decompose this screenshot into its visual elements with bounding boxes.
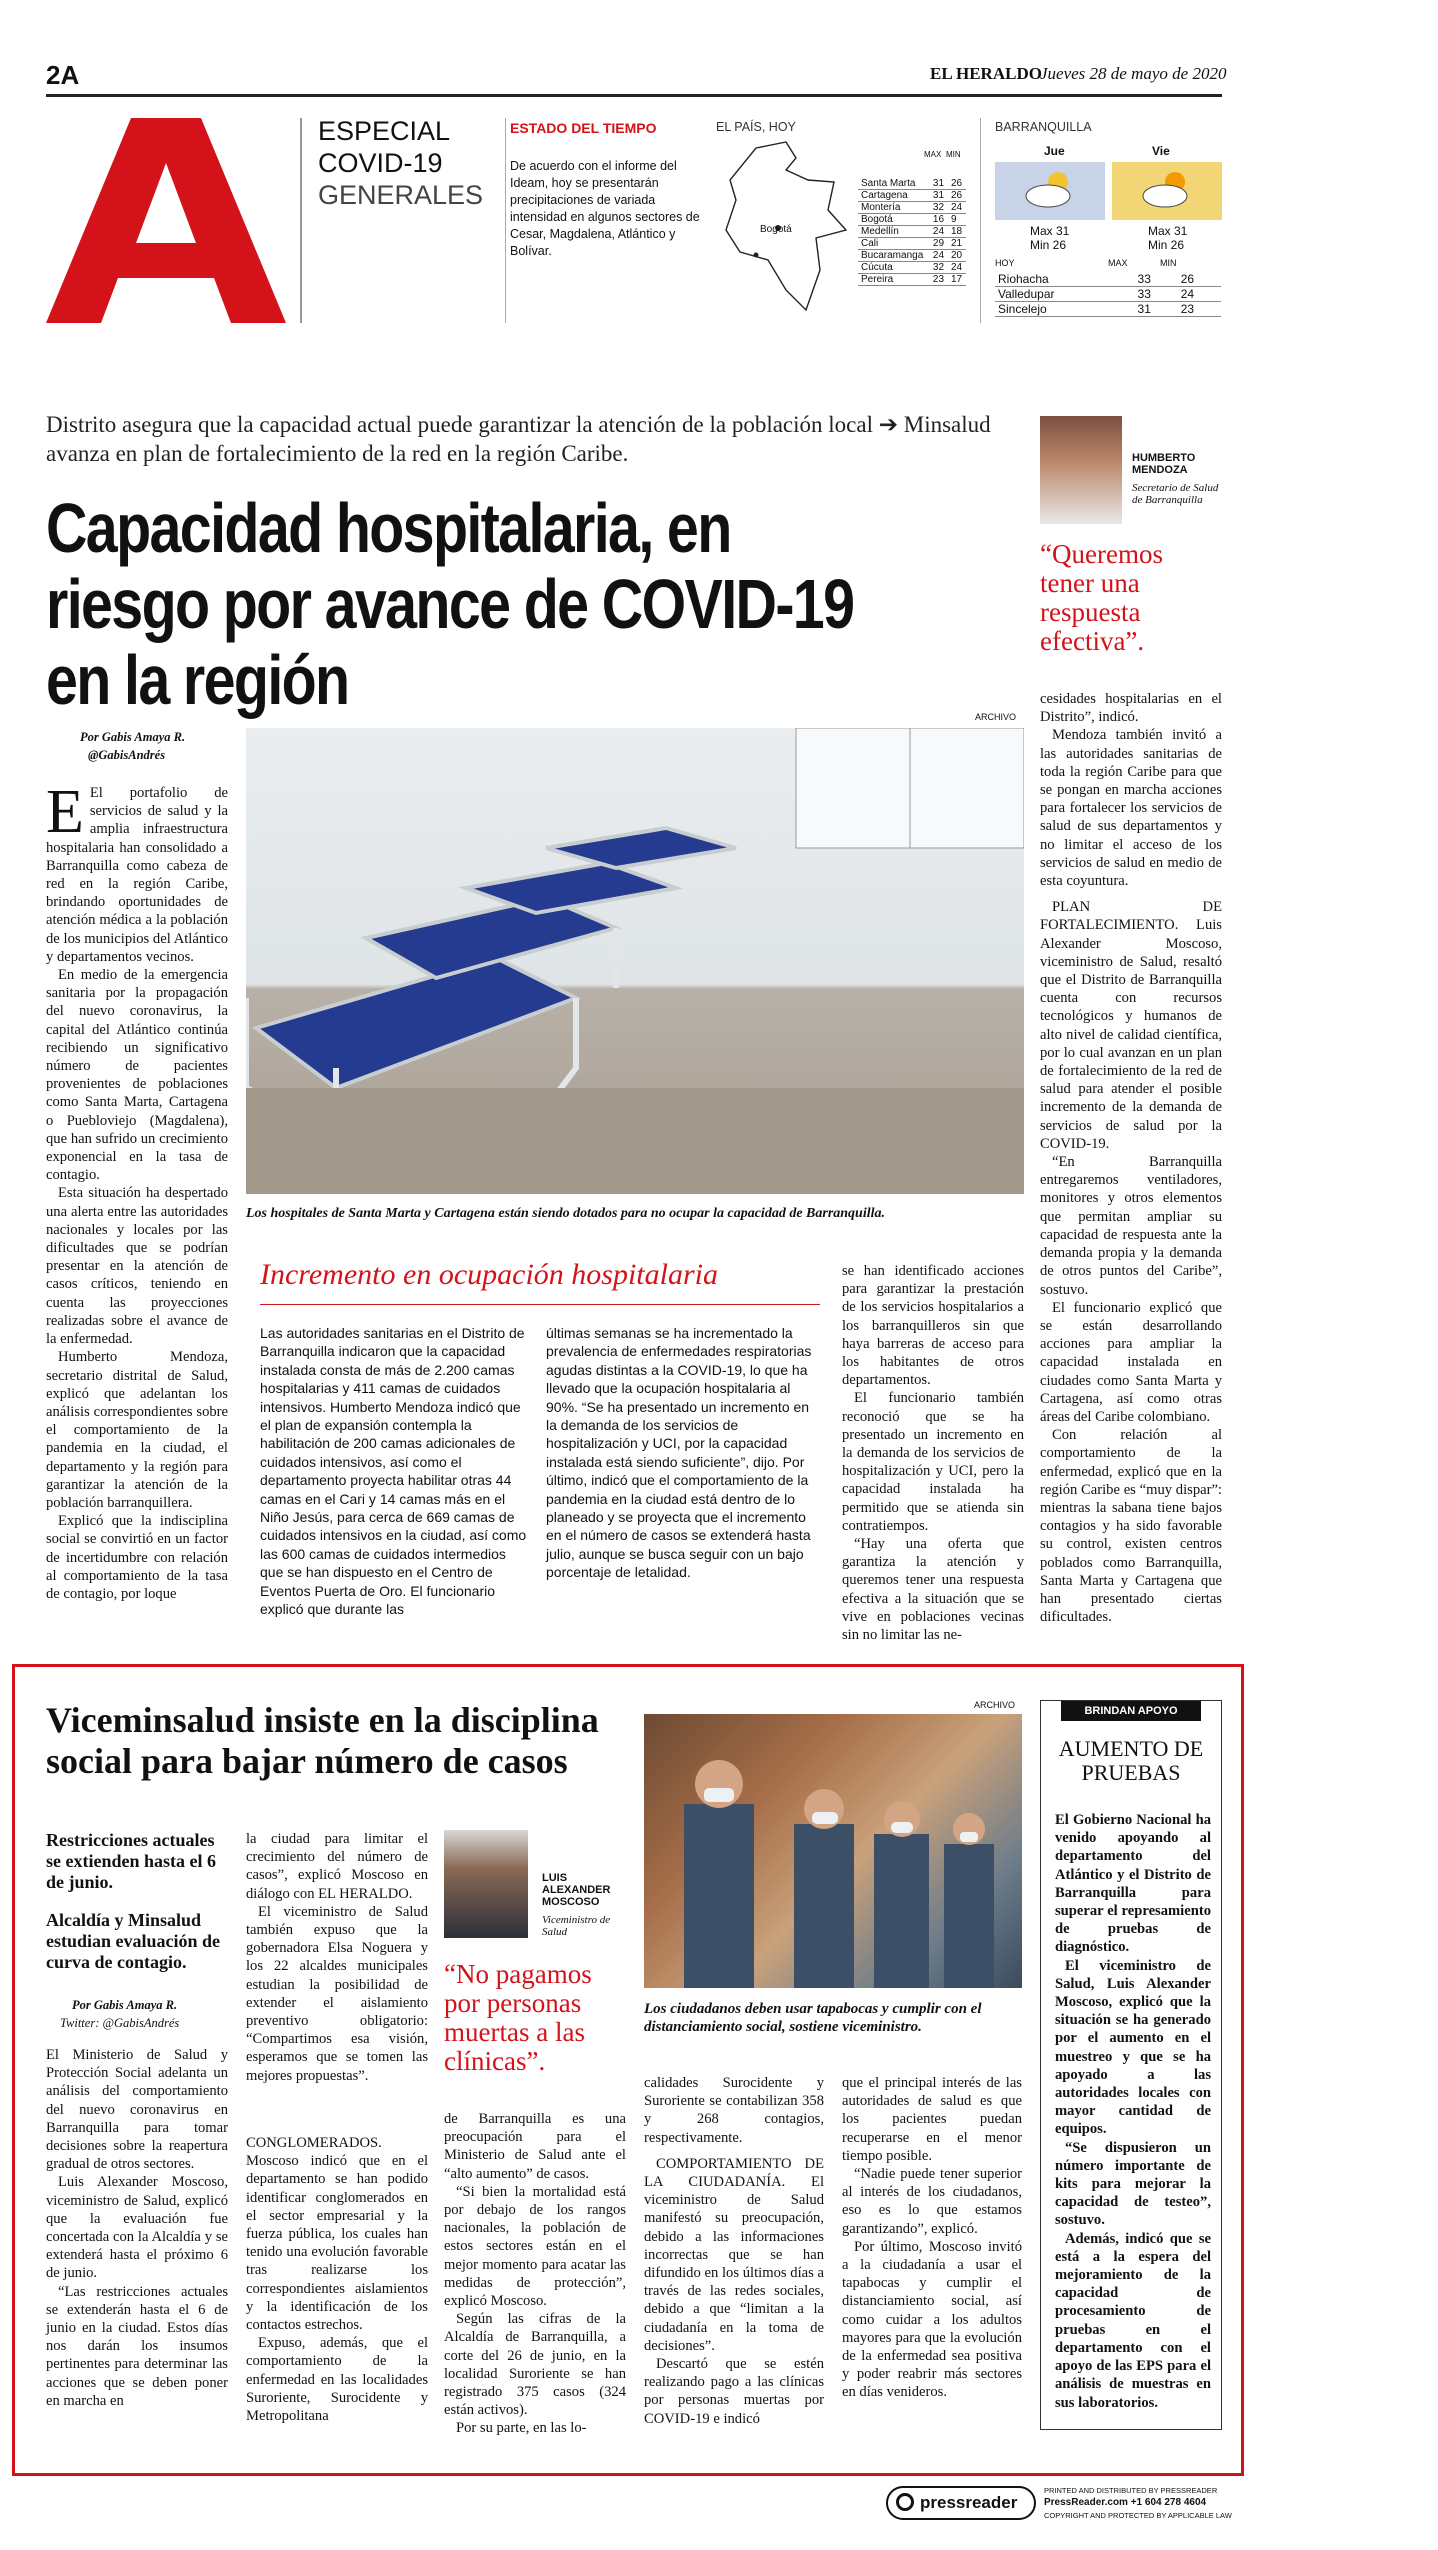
side-tag: BRINDAN APOYO — [1061, 1701, 1201, 1721]
main-col-1 — [46, 778, 228, 1603]
main-col-4 — [842, 1262, 1024, 1644]
paragraph: “Nadie puede tener superior al interés de los ciudadanos, eso es lo que estamos garantizando”, explicó. — [842, 2166, 1022, 2237]
footer-line-2: PressReader.com +1 604 278 4604 — [1044, 2497, 1207, 2508]
paragraph: Humberto Mendoza, secretario distrital de Salud, explicó que adelantan los análisis correspondientes sobre el comportamiento de la pandemia en la ciudad, el departamento y la región para garantizar la atención de la población barranquillera. — [46, 1349, 228, 1511]
profile-name-2: LUIS ALEXANDER MOSCOSO — [542, 1872, 611, 1908]
paragraph: Por su parte, en las lo- — [456, 2420, 587, 2437]
day1-name: Jue — [1044, 144, 1065, 158]
weather-title: ESTADO DEL TIEMPO — [510, 120, 657, 136]
paragraph: Esta situación ha despertado una alerta entre las autoridades nacionales y locales por las dificultades que se podrían presentar en la atención de casos críticos, teniendo en cuenta las proyecciones realizadas sobre el avance de la enfermedad. — [46, 1185, 228, 1348]
section-covid: COVID-19 — [318, 148, 443, 178]
paragraph: PLAN DE FORTALECIMIENTO. Luis Alexander Moscoso, viceministro de Salud, resaltó que el Distrito de Barranquilla cuenta con recursos tecnológicos y humanos de alto nivel de calidad científica, por lo cual avanzan en un plan de fortalecimiento de la red de salud para atender el posible incremento de la demanda de servicios de salud por la COVID-19. — [1040, 899, 1222, 1152]
table-row: Cali 29 21 — [858, 238, 966, 250]
paragraph: Según las cifras de la Alcaldía de Barranquilla, a corte del 26 de junio, en la localidad Suroriente se han registrado 375 casos (324 están activos). — [444, 2311, 626, 2419]
region-temps-table — [995, 272, 1221, 317]
byline-handle: @GabisAndrés — [88, 748, 166, 762]
paragraph: “Si bien la mortalidad está por debajo de los rangos nacionales, la población de estos sectores están en el mejor momento para acatar las medidas de protección”, explicó Moscoso. — [444, 2183, 626, 2310]
profile-name: HUMBERTO MENDOZA — [1132, 452, 1196, 476]
day2-name: Vie — [1152, 144, 1170, 158]
paragraph: Por último, Moscoso invitó a la ciudadanía a usar el tapabocas y cumplir el distanciamiento social, así como cuidar a los adultos mayores para que la evolución de la enfermedad sea positiva y poder reabrir más sectores en días venideros. — [842, 2238, 1022, 2401]
table-row: Bogotá 16 9 — [858, 214, 966, 226]
weather-col-max: MAX — [924, 150, 942, 159]
paragraph: Mendoza también invitó a las autoridades sanitarias de toda la región Caribe para que se pongan en marcha acciones para fortalecer los servicios de salud de sus departamentos y no limitar el acceso de los servicios de salud en medio de esta coyuntura. — [1040, 727, 1222, 890]
paragraph: de Barranquilla es una preocupación para el Ministerio de Salud ante el “alto aumento” de casos. — [444, 2111, 626, 2182]
table-row: Bucaramanga 24 20 — [858, 250, 966, 262]
issue-date: Jueves 28 de mayo de 2020 — [1040, 64, 1227, 83]
profile-photo-2 — [444, 1830, 528, 1938]
side-text — [1055, 1811, 1211, 2412]
side-title: AUMENTO DE PRUEBAS — [1058, 1736, 1204, 1785]
main-headline: Capacidad hospitalaria, en riesgo por avance de COVID-19 en la región — [46, 489, 854, 719]
pressreader-icon — [896, 2493, 914, 2511]
paragraph: Con relación al comportamiento de la enfermedad, explicó que en la región Caribe es “muy dispar”: mientras la sabana tiene bajos contagios y ha sido favorable su control, existen centros poblados como Barranquilla, Santa Marta y Cartagena que han presentado ciertas dificultades. — [1040, 1427, 1222, 1626]
table-row: Santa Marta 31 26 — [858, 178, 966, 190]
box-title-rule — [260, 1304, 820, 1305]
photo-caption: Los hospitales de Santa Marta y Cartagena están siendo dotados para no ocupar la capacidad de Barranquilla. — [246, 1206, 886, 1221]
second-col-4 — [644, 2074, 824, 2428]
box-col-2: últimas semanas se ha incrementado la prevalencia de enfermedades respiratorias agudas distintas a la COVID-19, lo que ha llevado que la ocupación hospitalaria al 90%. “Se ha presentado un incremento en la demanda de los servicios de hospitalización y UCI, por la capacidad instalada está siendo suficiente”, dijo. Por último, indicó que el comportamiento de la pandemia en la ciudad está dentro de lo planeado y se proyecta que el incremento en el número de casos se extenderá hasta julio, aunque se busca seguir con un bajo porcentaje de letalidad. — [546, 1325, 812, 1581]
paragraph: Expuso, además, que el comportamiento de la enfermedad en las localidades Suroriente, Surocidente y Metropolitana — [246, 2335, 428, 2425]
brand-name: pressreader — [920, 2493, 1018, 2512]
section-special: ESPECIAL — [318, 116, 451, 146]
day1-max: Max 31 — [1030, 224, 1070, 238]
paragraph: cesidades hospitalarias en el Distrito”, indicó. — [1040, 691, 1222, 726]
pull-quote: “Queremos tener una respuesta efectiva”. — [1040, 539, 1163, 656]
weather-divider-2 — [980, 118, 981, 323]
section-letter-logo — [46, 118, 286, 323]
sidebar-box — [246, 1244, 824, 1664]
paragraph: “Hay una oferta que garantiza la atención y queremos tener una respuesta efectiva a la situación que se vive en poblaciones vecinas sin no limitar las ne- — [842, 1536, 1024, 1644]
deck-2: Alcaldía y Minsalud estudian evaluación de curva de contagio. — [46, 1910, 221, 1972]
table-row: Cartagena 31 26 — [858, 190, 966, 202]
second-col-5 — [842, 2074, 1022, 2402]
paragraph: El funcionario también reconoció que se ha presentado un incremento en la demanda de los servicios de hospitalización y UCI, pero la capacidad instalada ha permitido que se atienda sin contratiempos. — [842, 1390, 1024, 1534]
cloud-sun-icon — [1137, 168, 1197, 212]
paragraph: El viceministro de Salud también expuso que la gobernadora Elsa Noguera y los 22 alcaldes municipales estudian la posibilidad de extender el aislamiento preventivo obligatorio: “Compartimos esa visión, esperamos que se tomen las mejores propuestas”. — [246, 1903, 428, 2084]
table-row: Montería 32 24 — [858, 202, 966, 214]
paragraph: Explicó que la indisciplina social se convirtió en un factor de incertidumbre con relación al comportamiento de la tasa de contagio, por loque — [46, 1513, 228, 1602]
section-general: GENERALES — [318, 180, 484, 210]
side-box — [1040, 1700, 1222, 2430]
region-col-max: MAX — [1108, 258, 1128, 268]
paragraph: la ciudad para limitar el crecimiento del número de casos”, explicó Moscoso en diálogo con EL HERALDO. — [246, 1831, 428, 1902]
barranquilla-label: BARRANQUILLA — [995, 120, 1092, 134]
hospital-beds-illustration — [246, 728, 1024, 1194]
paragraph: El viceministro de Salud, Luis Alexander Moscoso, explicó que la situación se ha generado por el aumento en el muestreo y que se ha apoyado a las autoridades locales con mayor cantidad de equipos. — [1055, 1957, 1211, 2138]
table-row: Pereira 23 17 — [858, 274, 966, 286]
region-col-min: MIN — [1160, 258, 1177, 268]
profile-photo — [1040, 416, 1122, 524]
day2-max: Max 31 — [1148, 224, 1188, 238]
second-col-2b — [246, 2134, 428, 2425]
paragraph: El Ministerio de Salud y Protección Social adelanta un análisis del comportamiento del nuevo coronavirus en Barranquilla para tomar decisiones sobre la reapertura gradual de otros sectores. — [46, 2047, 228, 2173]
paper-name: EL HERALDO — [930, 64, 1042, 83]
table-row: Sincelejo 31 23 — [995, 302, 1221, 317]
second-col-3 — [444, 2110, 626, 2438]
paragraph: calidades Surocidente y Suroriente se contabilizan 358 y 268 contagios, respectivamente. — [644, 2075, 824, 2146]
photo-credit: ARCHIVO — [975, 712, 1017, 722]
second-byline-handle: Twitter: @GabisAndrés — [60, 2016, 180, 2030]
second-byline-name: Por Gabis Amaya R. — [72, 1998, 178, 2012]
country-label: EL PAÍS, HOY — [716, 120, 796, 134]
day2-min: Min 26 — [1148, 238, 1185, 252]
box-col-1: Las autoridades sanitarias en el Distrito de Barranquilla indicaron que la capacidad instalada consta de más de 2.200 camas hospitalarias y 411 camas de cuidados intensivos. Humberto Mendoza indicó que el plan de expansión contempla la habilitación de 200 camas adicionales de cuidados intensivos, así como el departamento proyecta habilitar otras 44 camas en el Cari y 14 camas más en el Niño Jesús, para cerca de 669 camas de cuidados intensivos en la ciudad, así como las 600 camas de cuidados intermedios que se han dispuesto en el Centro de Eventos Puerta de Oro. El funcionario explicó que durante las — [260, 1325, 527, 1618]
paragraph: que el principal interés de las autoridades de salud es que los pacientes puedan recuperarse en el menor tiempo posible. — [842, 2075, 1022, 2164]
table-row: Valledupar 33 24 — [995, 287, 1221, 302]
header-rule — [46, 94, 1222, 97]
table-row: Medellín 24 18 — [858, 226, 966, 238]
paragraph: Descartó que se estén realizando pago a las clínicas por personas muertas por COVID-19 e indicó — [644, 2356, 824, 2427]
paragraph: COMPORTAMIENTO DE LA CIUDADANÍA. El viceministro de Salud manifestó su preocupación, debido a las informaciones incorrectas que se han difundido en los últimos días a través de las redes sociales, debido a que “limitan a la ciudadanía en la toma de decisiones”. — [644, 2155, 824, 2354]
paragraph: se han identificado acciones para garantizar la prestación de los servicios hospitalarios a los barranquilleros sin que haya barreras de acceso para los habitantes de otros departamentos. — [842, 1263, 1024, 1389]
second-col-1 — [46, 2046, 228, 2410]
paragraph: “Se dispusieron un número importante de kits para mejorar la capacidad de testeo”, sostuvo. — [1055, 2139, 1211, 2229]
box-title: Incremento en ocupación hospitalaria — [260, 1258, 718, 1291]
table-row: Riohacha 33 26 — [995, 272, 1221, 287]
paragraph: “Las restricciones actuales se extenderán hasta el 6 de junio en la ciudad. Estos días nos darán los insumos pertinentes para determinar las acciones que se deben poner en marcha en — [46, 2283, 228, 2409]
cloud-sun-icon — [1020, 168, 1080, 212]
drop-cap: E — [46, 778, 84, 846]
profile-role-2: Viceministro de Salud — [542, 1914, 611, 1938]
pull-quote-2: “No pagamos por personas muertas a las clínicas”. — [444, 1959, 592, 2076]
day1-min: Min 26 — [1030, 238, 1067, 252]
pressreader-logo — [886, 2486, 1036, 2520]
photo-credit-2: ARCHIVO — [974, 1700, 1016, 1710]
weather-text: De acuerdo con el informe del Ideam, hoy se presentarán precipitaciones de variada intensidad en algunos sectores de Cesar, Magdalena, Atlántico y Bolívar. — [510, 159, 700, 258]
paragraph-lead: E El portafolio de servicios de salud y la amplia infraestructura hospitalaria han consolidado a Barranquilla como cabeza de red en la región Caribe, brindando oportunidades de atención médica a la población de los municipios del Atlántico y departamentos vecinos. — [46, 778, 228, 965]
main-kicker: Distrito asegura que la capacidad actual puede garantizar la atención de la población local ➔ Minsalud avanza en plan de fortalecimiento de la red en la región Caribe. — [46, 412, 991, 466]
paragraph: CONGLOMERADOS. Moscoso indicó que en el departamento se han podido identificar conglomerados en el sector empresarial y la fuerza pública, los cuales han tenido una evolución favorable tras realizarse los correspondientes aislamientos y la identificación de los contactos estrechos. — [246, 2135, 428, 2334]
profile-role: Secretario de Salud de Barranquilla — [1132, 482, 1219, 506]
hospital-photo — [246, 728, 1024, 1194]
paragraph: En medio de la emergencia sanitaria por la propagación del nuevo coronavirus, la capital del Atlántico continúa recibiendo un significativo número de pacientes provenientes de poblaciones como Santa Marta, Cartagena o Puebloviejo (Magdalena), que han sufrido un crecimiento exponencial en la tasa de contagio. — [46, 967, 228, 1184]
second-headline: Viceminsalud insiste en la disciplina social para bajar número de casos — [46, 1700, 599, 1781]
paragraph: Además, indicó que se está a la espera del mejoramiento de la capacidad de procesamiento de pruebas en el departamento con el apoyo de las EPS para el análisis de muestras en sus laboratorios. — [1055, 2230, 1211, 2411]
photo-caption-2: Los ciudadanos deben usar tapabocas y cumplir con el distanciamiento social, sostiene viceministro. — [644, 2001, 982, 2035]
byline-name: Por Gabis Amaya R. — [80, 730, 186, 744]
footer-line-1: PRINTED AND DISTRIBUTED BY PRESSREADER — [1044, 2486, 1218, 2495]
table-row: Cúcuta 32 24 — [858, 262, 966, 274]
weather-divider — [505, 118, 506, 323]
main-right-col — [1040, 690, 1222, 1626]
section-divider — [300, 118, 302, 323]
people-masks-illustration — [644, 1714, 1022, 1988]
city-temps-table — [858, 178, 966, 286]
footer-line-3: COPYRIGHT AND PROTECTED BY APPLICABLE LAW — [1044, 2511, 1232, 2520]
paragraph: Luis Alexander Moscoso, viceministro de Salud, explicó que la evaluación fue concertada con la Alcaldía y se extenderá hasta el próximo 6 de junio. — [46, 2174, 228, 2282]
page-number: 2A — [46, 60, 80, 90]
citizens-photo — [644, 1714, 1022, 1988]
paragraph: El funcionario explicó que se están desarrollando acciones para ampliar la capacidad instalada en ciudades como Santa Marta y Cartagena, así como otras áreas del Caribe colombiano. — [1040, 1299, 1222, 1425]
weather-col-min: MIN — [946, 150, 961, 159]
second-col-2 — [246, 1830, 428, 2085]
deck-1: Restricciones actuales se extienden hasta el 6 de junio. — [46, 1830, 216, 1892]
hoy-label: HOY — [995, 258, 1015, 268]
paragraph: “En Barranquilla entregaremos ventiladores, monitores y otros elementos que permitan ampliar su capacidad de respuesta ante la demanda propia y la demanda de otros puntos del Caribe”, sostuvo. — [1040, 1154, 1222, 1298]
paragraph: El Gobierno Nacional ha venido apoyando al departamento del Atlántico y el Distrito de Barranquilla para superar el represamiento de pruebas de diagnóstico. — [1055, 1812, 1211, 1956]
map-city: Bogotá — [760, 224, 792, 235]
